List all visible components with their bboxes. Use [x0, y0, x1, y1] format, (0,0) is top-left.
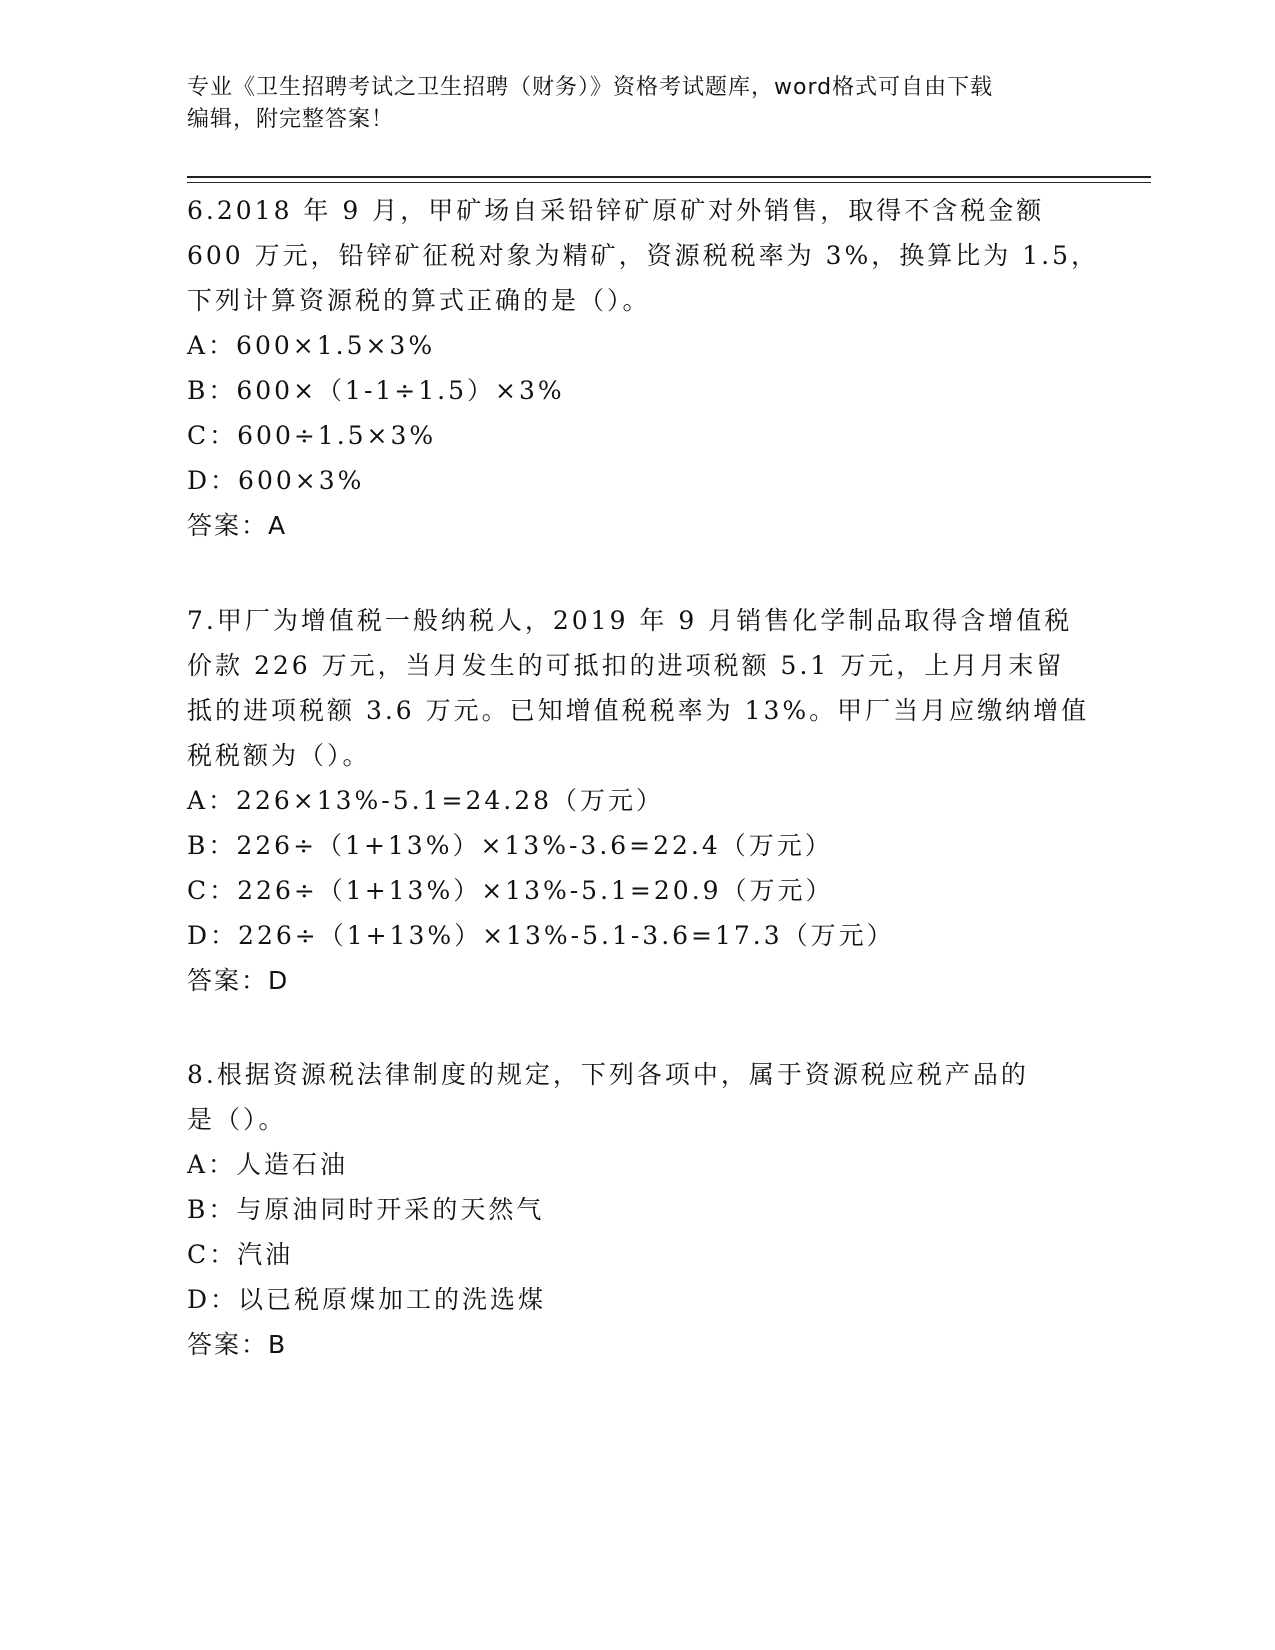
question-stem-line: 抵的进项税额 3.6 万元。已知增值税税率为 13%。甲厂当月应缴纳增值 — [187, 696, 1090, 725]
question-6 — [187, 188, 1099, 548]
option-b: B：226÷（1+13%）×13%-3.6=22.4（万元） — [187, 831, 833, 860]
header-line-2: 编辑，附完整答案！ — [187, 107, 395, 132]
option-b: B：600×（1-1÷1.5）×3% — [187, 376, 565, 405]
question-stem-line: 税税额为（）。 — [187, 741, 371, 770]
option-c: C：226÷（1+13%）×13%-5.1=20.9（万元） — [187, 876, 834, 905]
question-stem-line: 8.根据资源税法律制度的规定，下列各项中，属于资源税应税产品的 — [187, 1060, 1029, 1089]
answer: 答案：A — [187, 511, 288, 540]
question-stem-line: 下列计算资源税的算式正确的是（）。 — [187, 286, 651, 315]
document-header — [187, 72, 1087, 136]
header-line-1: 专业《卫生招聘考试之卫生招聘（财务）》资格考试题库，word格式可自由下载 — [187, 75, 994, 100]
option-c: C：600÷1.5×3% — [187, 421, 437, 450]
question-8 — [187, 1052, 1087, 1367]
option-a: A：226×13%-5.1=24.28（万元） — [187, 786, 665, 815]
question-stem-line: 价款 226 万元，当月发生的可抵扣的进项税额 5.1 万元，上月月末留 — [187, 651, 1065, 680]
option-a: A：600×1.5×3% — [187, 331, 436, 360]
option-d: D：以已税原煤加工的洗选煤 — [187, 1285, 547, 1314]
option-d: D：226÷（1+13%）×13%-5.1-3.6=17.3（万元） — [187, 921, 895, 950]
question-stem-line: 6.2018 年 9 月，甲矿场自采铅锌矿原矿对外销售，取得不含税金额 — [187, 196, 1045, 225]
option-d: D：600×3% — [187, 466, 365, 495]
header-divider — [187, 176, 1151, 178]
question-stem-line: 600 万元，铅锌矿征税对象为精矿，资源税税率为 3%，换算比为 1.5， — [187, 241, 1099, 270]
option-a: A：人造石油 — [187, 1150, 349, 1179]
question-7 — [187, 598, 1090, 1003]
answer: 答案：B — [187, 1330, 288, 1359]
header-divider-thin — [187, 182, 1151, 183]
question-stem-line: 7.甲厂为增值税一般纳税人，2019 年 9 月销售化学制品取得含增值税 — [187, 606, 1073, 635]
answer: 答案：D — [187, 966, 290, 995]
option-b: B：与原油同时开采的天然气 — [187, 1195, 545, 1224]
option-c: C：汽油 — [187, 1240, 294, 1269]
question-stem-line: 是（）。 — [187, 1105, 287, 1134]
